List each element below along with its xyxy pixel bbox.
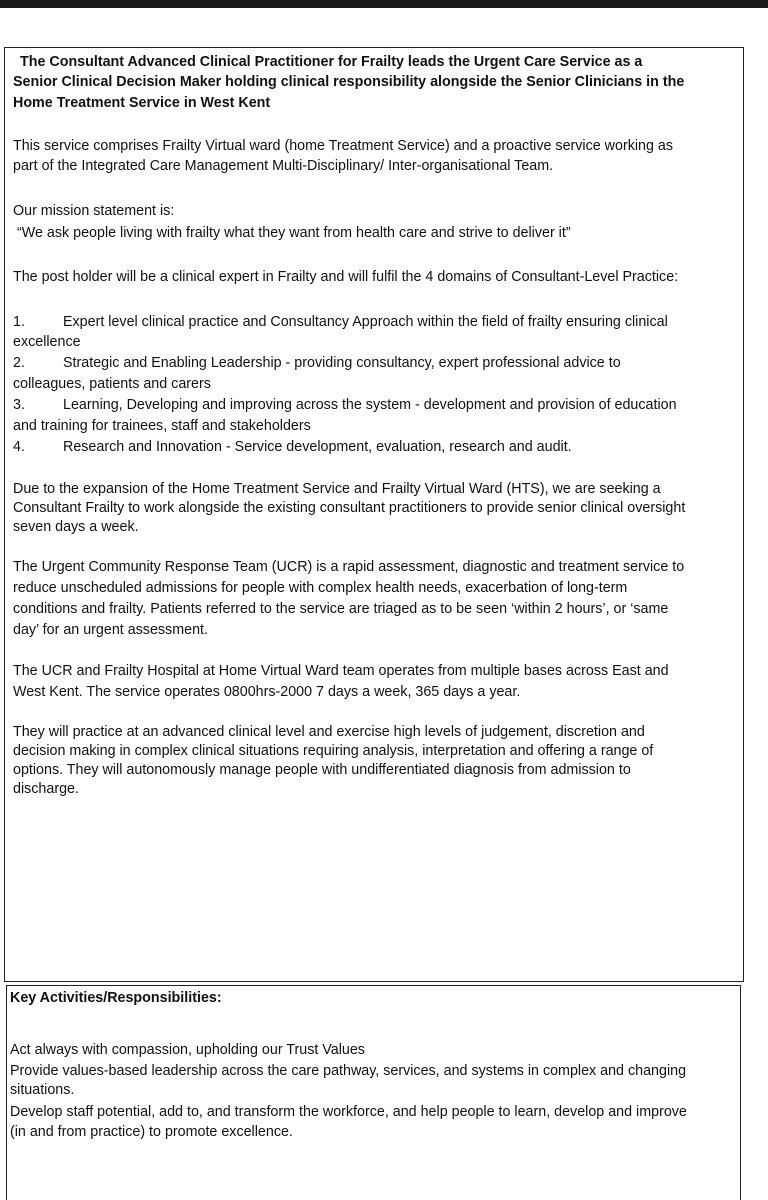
mission-quote: “We ask people living with frailty what they want from health care and strive to deliver it” bbox=[17, 225, 571, 241]
domain-item-3-cont: and training for trainees, staff and stakeholders bbox=[13, 418, 311, 434]
key-activities-box bbox=[6, 985, 741, 1200]
service-intro-line-1: This service comprises Frailty Virtual ward (home Treatment Service) and a proactive service working as bbox=[13, 138, 674, 154]
expansion-line-2: Consultant Frailty to work alongside the existing consultant practitioners to provide senior clinical oversight bbox=[13, 500, 686, 516]
mission-label: Our mission statement is: bbox=[13, 203, 175, 219]
key-activity-1: Act always with compassion, upholding our Trust Values bbox=[10, 1042, 365, 1058]
practice-line-3: options. They will autonomously manage people with undifferentiated diagnosis from admission to bbox=[13, 762, 631, 778]
domain-item-2 bbox=[13, 353, 621, 374]
ucr-line-1: The Urgent Community Response Team (UCR) is a rapid assessment, diagnostic and treatment service to bbox=[13, 559, 685, 575]
domain-item-1 bbox=[13, 312, 668, 333]
domain-number: 3. bbox=[13, 397, 25, 413]
key-activity-2: Provide values-based leadership across the care pathway, services, and systems in complex and changing bbox=[10, 1063, 687, 1079]
ucr-line-3: conditions and frailty. Patients referred to the service are triaged as to be seen ‘within 2 hours’, or ‘same bbox=[13, 601, 669, 617]
heading-line-1: The Consultant Advanced Clinical Practitioner for Frailty leads the Urgent Care Service as a bbox=[20, 54, 643, 70]
domain-item-3 bbox=[13, 395, 677, 416]
key-activities-title: Key Activities/Responsibilities: bbox=[10, 990, 222, 1006]
practice-line-1: They will practice at an advanced clinical level and exercise high levels of judgement, discretion and bbox=[13, 724, 645, 740]
practice-line-4: discharge. bbox=[13, 781, 79, 797]
domains-intro: The post holder will be a clinical expert in Frailty and will fulfil the 4 domains of Consultant-Level Practice: bbox=[13, 269, 679, 285]
domain-text: Expert level clinical practice and Consultancy Approach within the field of frailty ensuring clinical bbox=[63, 314, 668, 330]
domain-number: 1. bbox=[13, 314, 25, 330]
key-activity-3: Develop staff potential, add to, and transform the workforce, and help people to learn, develop and improve bbox=[10, 1104, 687, 1120]
heading-line-3: Home Treatment Service in West Kent bbox=[13, 95, 271, 111]
expansion-line-3: seven days a week. bbox=[13, 519, 139, 535]
heading-line-2: Senior Clinical Decision Maker holding clinical responsibility alongside the Senior Clinicians in the bbox=[13, 74, 685, 90]
domain-text: Research and Innovation - Service development, evaluation, research and audit. bbox=[63, 439, 572, 455]
ucr-line-4: day’ for an urgent assessment. bbox=[13, 622, 208, 638]
practice-line-2: decision making in complex clinical situations requiring analysis, interpretation and offering a range of bbox=[13, 743, 654, 759]
domain-number: 4. bbox=[13, 439, 25, 455]
top-edge-bar bbox=[0, 0, 768, 8]
domain-item-1-cont: excellence bbox=[13, 334, 81, 350]
bases-line-2: West Kent. The service operates 0800hrs-2000 7 days a week, 365 days a year. bbox=[13, 684, 521, 700]
domain-text: Learning, Developing and improving across the system - development and provision of education bbox=[63, 397, 677, 413]
domain-number: 2. bbox=[13, 355, 25, 371]
ucr-line-2: reduce unscheduled admissions for people with complex health needs, exacerbation of long-term bbox=[13, 580, 628, 596]
key-activity-3-cont: (in and from practice) to promote excellence. bbox=[10, 1124, 293, 1140]
key-activity-2-cont: situations. bbox=[10, 1082, 75, 1098]
expansion-line-1: Due to the expansion of the Home Treatment Service and Frailty Virtual Ward (HTS), we are seeking a bbox=[13, 481, 661, 497]
domain-item-4 bbox=[13, 437, 572, 458]
service-intro-line-2: part of the Integrated Care Management Multi-Disciplinary/ Inter-organisational Team. bbox=[13, 158, 554, 174]
domain-item-2-cont: colleagues, patients and carers bbox=[13, 376, 211, 392]
bases-line-1: The UCR and Frailty Hospital at Home Virtual Ward team operates from multiple bases across East and bbox=[13, 663, 669, 679]
domain-text: Strategic and Enabling Leadership - providing consultancy, expert professional advice to bbox=[63, 355, 621, 371]
